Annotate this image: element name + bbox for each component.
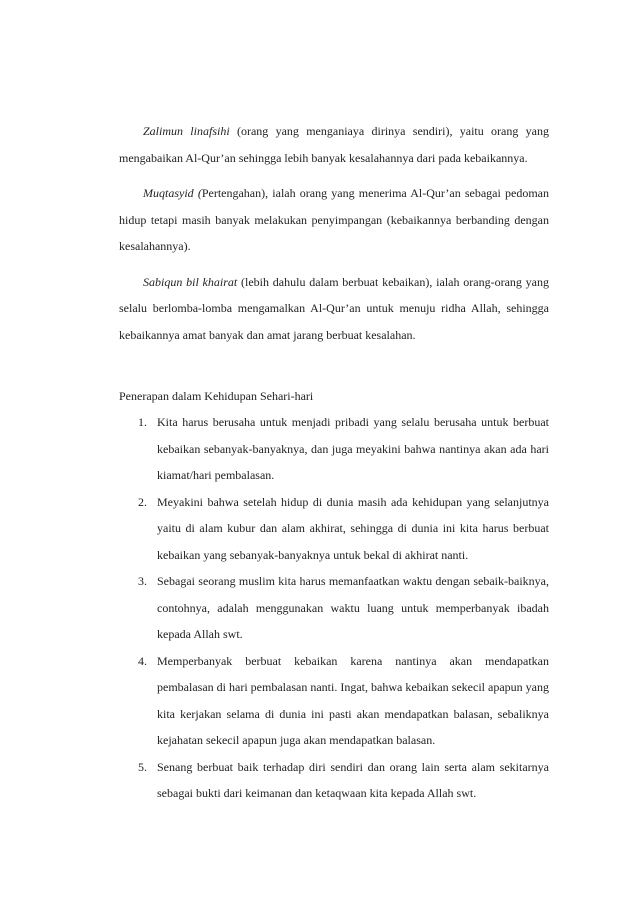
paragraph-zalimun-text: (orang yang menganiaya dirinya sendiri), yaitu orang yang mengabaikan Al-Qur’an sehingga lebih banyak kesalahannya dari pada kebaikannya. bbox=[119, 124, 549, 165]
list-item-number: 5. bbox=[138, 759, 147, 774]
list-item bbox=[119, 754, 549, 807]
list-item-text: Senang berbuat baik terhadap diri sendiri dan orang lain serta alam sekitarnya sebagai bukti dari keimanan dan ketaqwaan kita kepada Allah swt. bbox=[157, 759, 549, 800]
list-item bbox=[119, 648, 549, 754]
list-item-number: 4. bbox=[138, 653, 147, 668]
list-item-text: Kita harus berusaha untuk menjadi pribadi yang selalu berusaha untuk berbuat kebaikan sebanyak-banyaknya, dan juga meyakini bahwa nantinya akan ada hari kiamat/hari pembalasan. bbox=[157, 415, 549, 482]
list-item-text: Meyakini bahwa setelah hidup di dunia masih ada kehidupan yang selanjutnya yaitu di alam kubur dan alam akhirat, sehingga di dunia ini kita harus berbuat kebaikan yang sebanyak-banyaknya untuk bekal di akhirat nanti. bbox=[157, 494, 549, 562]
application-list bbox=[119, 409, 549, 807]
list-item-text: Memperbanyak berbuat kebaikan karena nantinya akan mendapatkan pembalasan di hari pembalasan nanti. Ingat, bahwa kebaikan sekecil apapun yang kita kerjakan selama di dunia ini pasti akan mendapatkan balasan, sebaliknya kejahatan sekecil apapun juga akan mendapatkan balasan. bbox=[157, 653, 549, 747]
list-item-text: Sebagai seorang muslim kita harus memanfaatkan waktu dengan sebaik-baiknya, contohnya, adalah menggunakan waktu luang untuk memperbanyak ibadah kepada Allah swt. bbox=[157, 574, 549, 641]
list-item bbox=[119, 568, 549, 648]
list-item bbox=[119, 409, 549, 489]
document-page bbox=[119, 118, 549, 807]
paragraph-muqtasyid bbox=[119, 180, 549, 260]
list-item-number: 1. bbox=[138, 415, 147, 429]
paragraph-zalimun bbox=[119, 118, 549, 171]
list-item bbox=[119, 489, 549, 569]
section-heading: Penerapan dalam Kehidupan Sehari-hari bbox=[119, 389, 314, 403]
term-zalimun: Zalimun linafsihi bbox=[143, 124, 230, 138]
list-item-number: 3. bbox=[138, 574, 147, 588]
paragraph-muqtasyid-text: Pertengahan), ialah orang yang menerima Al-Qur’an sebagai pedoman hidup tetapi masih banyak melakukan penyimpangan (kebaikannya berbanding dengan kesalahannya). bbox=[119, 186, 549, 253]
term-muqtasyid: Muqtasyid ( bbox=[143, 186, 202, 200]
term-sabiqun: Sabiqun bil khairat bbox=[143, 274, 238, 289]
paragraph-sabiqun-text: (lebih dahulu dalam berbuat kebaikan), ialah orang-orang yang selalu berlomba-lomba mengamalkan Al-Qur’an untuk menuju ridha Allah, sehingga kebaikannya amat banyak dan amat jarang berbuat kesalahan. bbox=[119, 274, 549, 342]
list-item-number: 2. bbox=[138, 494, 147, 509]
paragraph-sabiqun bbox=[119, 269, 549, 349]
